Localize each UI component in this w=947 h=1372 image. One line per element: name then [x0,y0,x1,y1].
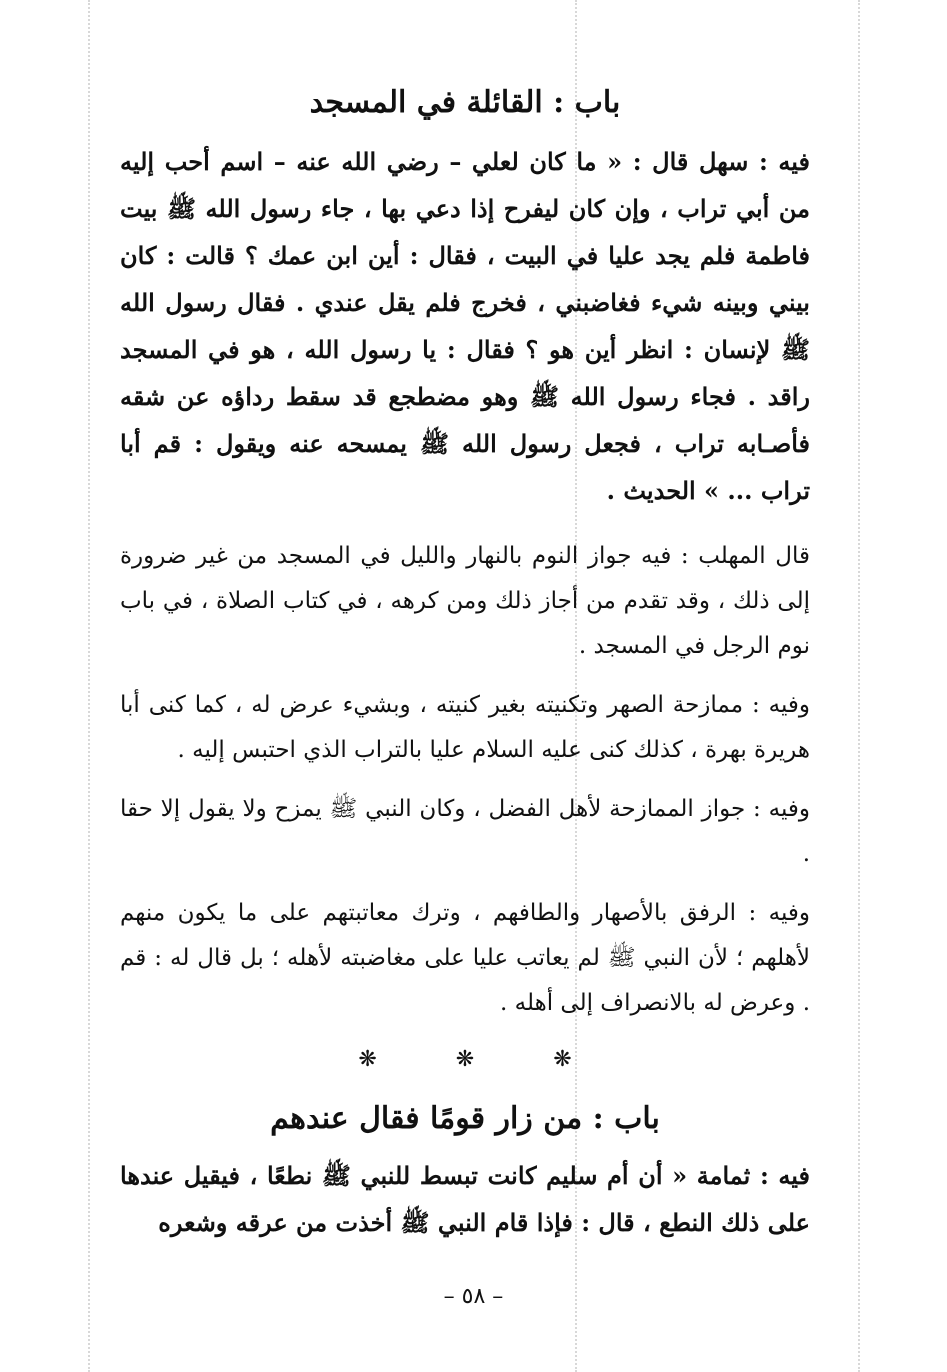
separator-star: ❋ [455,1047,475,1072]
separator-star: ❋ [553,1047,572,1072]
commentary-paragraph: قال المهلب : فيه جواز النوم بالنهار والليل في المسجد من غير ضرورة إلى ذلك ، وقد تقدم من أجاز ذلك ومن كرهه ، في كتاب الصلاة ، في باب نوم الرجل في المسجد . [120,543,810,659]
hadith-text: فيه : سهل قال : « ما كان لعلي – رضي الله عنه – اسم أحب إليه من أبي تراب ، وإن كان ليفرح إذا دعي بها ، جاء رسول الله ﷺ بيت فاطمة فلم يجد عليا في البيت ، فقال : أين ابن عمك ؟ قالت : كان بيني وبينه شيء فغاضبني ، فخرج فلم يقل عندي . فقال رسول الله ﷺ لإنسان : انظر أين هو ؟ فقال : يا رسول الله ، هو في المسجد راقد . فجاء رسول الله ﷺ وهو مضطجع قد سقط رداؤه عن شقه فأصـابه تراب ، فجعل رسول الله ﷺ يمسحه عنه ويقول : قم أبا تراب ... » الحديث . [120,147,810,505]
commentary-paragraph: وفيه : ممازحة الصهر وتكنيته بغير كنيته ، وبشيء عرض له ، كما كنى أبا هريرة بهرة ، كذلك كنى عليه السلام عليا بالتراب الذي احتبس إليه . [120,692,810,763]
hadith-text: فيه : ثمامة « أن أم سليم كانت تبسط للنبي ﷺ نطعًا ، فيقيل عندها على ذلك النطع ، قال : فإذا قام النبي ﷺ أخذت من عرقه وشعره [120,1161,810,1237]
page-body [120,78,810,1246]
section-heading-ziyara: باب : من زار قومًا فقال عندهم [270,1101,660,1136]
scan-guide-line [858,0,860,1372]
scan-guide-line [88,0,90,1372]
section-heading-qaila: باب : القائلة في المسجد [309,85,621,120]
page-number: – ٥٨ – [443,1284,504,1309]
separator-star: ❋ [358,1047,377,1072]
commentary-paragraph: وفيه : جواز الممازحة لأهل الفضل ، وكان النبي ﷺ يمزح ولا يقول إلا حقا . [120,796,810,867]
commentary-paragraph: وفيه : الرفق بالأصهار والطافهم ، وترك معاتبتهم على ما يكون منهم لأهلهم ؛ لأن النبي ﷺ لم يعاتب عليا على مغاضبته لأهله ؛ بل قال له : قم . وعرض له بالانصراف إلى أهله . [120,900,810,1016]
section-separator [120,1040,810,1080]
